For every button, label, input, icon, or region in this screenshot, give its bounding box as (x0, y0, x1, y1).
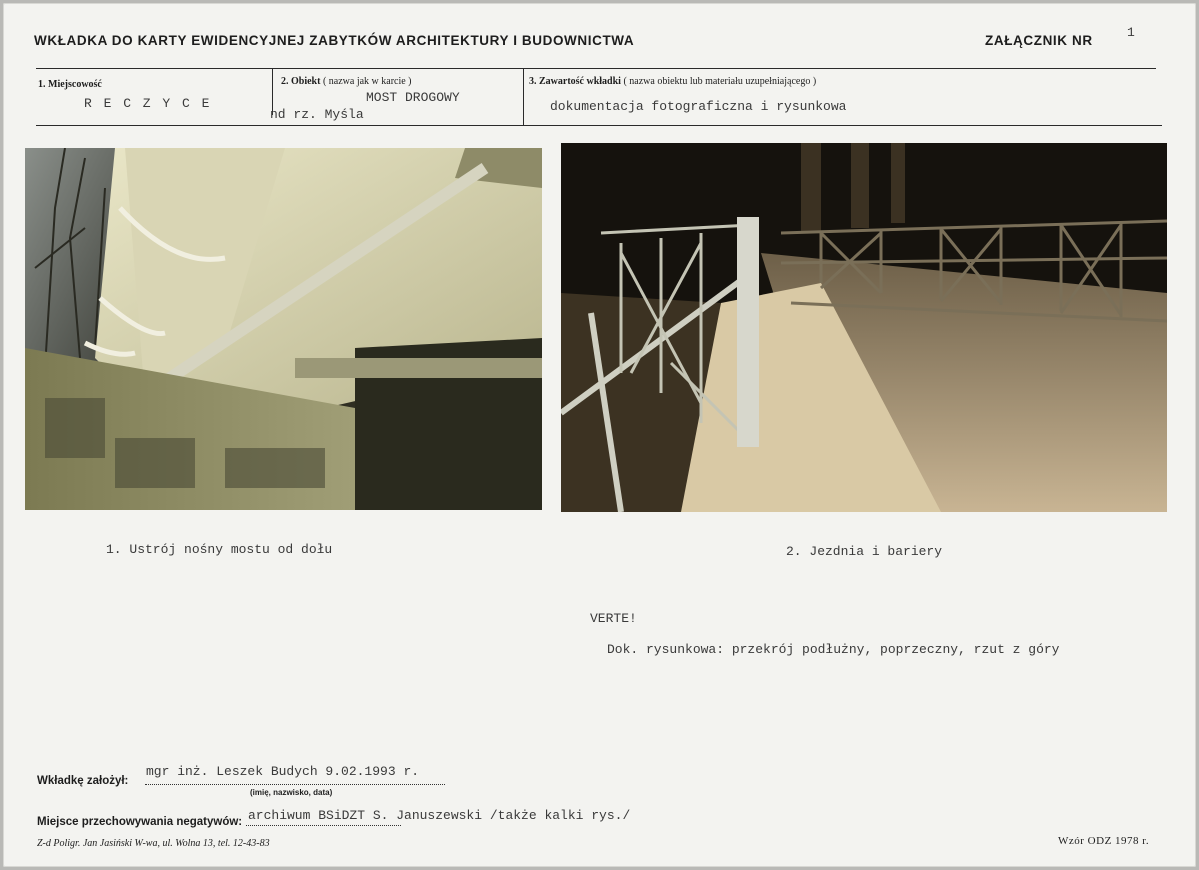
object-hint: ( nazwa jak w karcie ) (322, 76, 412, 87)
negatives-storage-value: archiwum BSiDZT S. Januszewski /także kalki rys./ (248, 808, 631, 823)
contents-hint: ( nazwa obiektu lub materiału uzupełniającego ) (623, 76, 817, 87)
locality-value: R E C Z Y C E (84, 96, 212, 111)
form-title: WKŁADKA DO KARTY EWIDENCYJNEJ ZABYTKÓW ARCHITEKTURY I BUDOWNICTWA (34, 33, 635, 48)
header-rule-bottom (36, 125, 1162, 126)
negatives-storage-label: Miejsce przechowywania negatywów: (37, 816, 243, 828)
annex-number: 1 (1127, 25, 1135, 40)
contents-label-text: 3. Zawartość wkładki (529, 76, 621, 87)
form-identifier: Wzór ODZ 1978 r. (1058, 835, 1150, 847)
created-by-hint: (imię, nazwisko, data) (250, 788, 333, 797)
header-rule-top (36, 68, 1156, 69)
drawing-documentation-note: Dok. rysunkowa: przekrój podłużny, poprzeczny, rzut z góry (607, 642, 1060, 657)
created-by-label: Wkładkę założył: (37, 775, 129, 787)
object-value-line1: MOST DROGOWY (366, 90, 460, 105)
photo-bridge-underside (25, 148, 542, 510)
locality-label: 1. Miejscowość (38, 79, 102, 90)
field-divider-2 (523, 69, 524, 125)
annex-label: ZAŁĄCZNIK NR (985, 33, 1093, 48)
verte-note: VERTE! (590, 611, 637, 626)
object-label-text: 2. Obiekt (281, 76, 321, 87)
printer-imprint: Z-d Poligr. Jan Jasiński W-wa, ul. Wolna 13, tel. 12-43-83 (37, 838, 270, 849)
negatives-storage-line (246, 825, 401, 826)
object-value-line2: nd rz. Myśla (270, 107, 364, 122)
created-by-line (145, 784, 445, 785)
contents-value: dokumentacja fotograficzna i rysunkowa (550, 99, 847, 114)
object-label (281, 76, 412, 87)
contents-label (529, 76, 816, 87)
photo-roadway-barriers (561, 143, 1167, 512)
photo-caption-1: 1. Ustrój nośny mostu od dołu (106, 542, 333, 557)
created-by-value: mgr inż. Leszek Budych 9.02.1993 r. (146, 764, 420, 779)
photo-caption-2: 2. Jezdnia i bariery (786, 544, 943, 559)
